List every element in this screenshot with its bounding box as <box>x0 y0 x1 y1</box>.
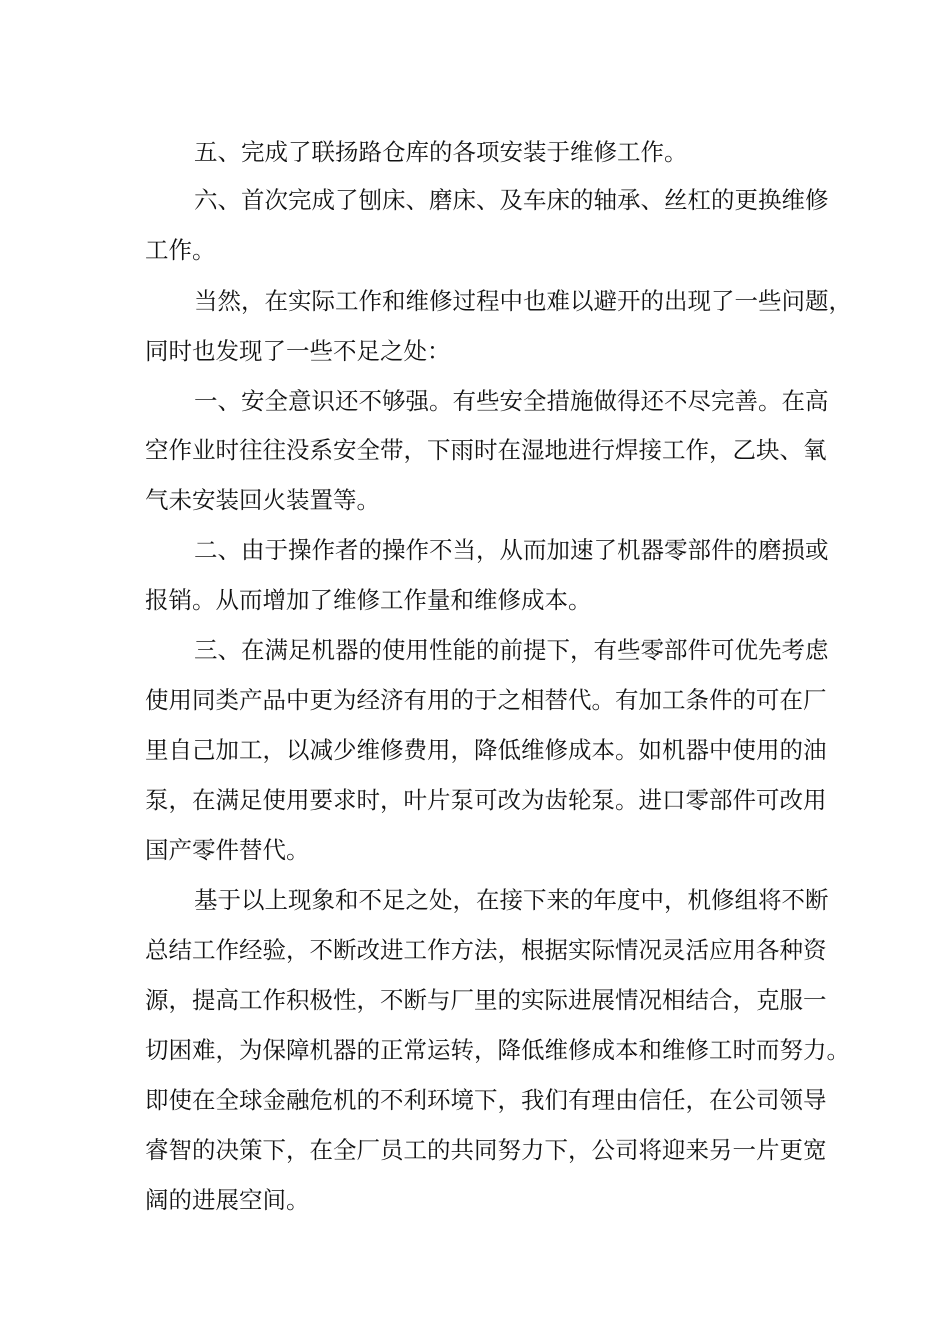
text-line-14: 泵，在满足使用要求时，叶片泵可改为齿轮泵。进口零部件可改用 <box>145 786 827 814</box>
text-line-5: 同时也发现了一些不足之处： <box>145 337 451 365</box>
text-line-18: 源，提高工作积极性，不断与厂里的实际进展情况相结合，克服一 <box>145 986 827 1014</box>
text-line-8: 气未安装回火装置等。 <box>145 486 380 514</box>
text-line-12: 使用同类产品中更为经济有用的于之相替代。有加工条件的可在厂 <box>145 686 827 714</box>
text-line-3: 工作。 <box>145 236 216 264</box>
text-line-21: 睿智的决策下，在全厂员工的共同努力下，公司将迎来另一片更宽 <box>145 1136 827 1164</box>
text-line-22: 阔的进展空间。 <box>145 1186 310 1214</box>
text-line-7: 空作业时往往没系安全带，下雨时在湿地进行焊接工作，乙块、氧 <box>145 436 827 464</box>
text-line-1: 五、完成了联扬路仓库的各项安装于维修工作。 <box>194 138 688 166</box>
text-line-15: 国产零件替代。 <box>145 836 310 864</box>
text-line-6: 一、安全意识还不够强。有些安全措施做得还不尽完善。在高 <box>194 387 829 415</box>
text-line-13: 里自己加工，以减少维修费用，降低维修成本。如机器中使用的油 <box>145 736 827 764</box>
text-line-17: 总结工作经验，不断改进工作方法，根据实际情况灵活应用各种资 <box>145 936 827 964</box>
text-line-19: 切困难，为保障机器的正常运转，降低维修成本和维修工时而努力。 <box>145 1036 850 1064</box>
text-line-4: 当然，在实际工作和维修过程中也难以避开的出现了一些问题， <box>194 287 852 315</box>
text-line-2: 六、首次完成了刨床、磨床、及车床的轴承、丝杠的更换维修 <box>194 186 829 214</box>
text-line-16: 基于以上现象和不足之处，在接下来的年度中，机修组将不断 <box>194 886 829 914</box>
text-line-9: 二、由于操作者的操作不当，从而加速了机器零部件的磨损或 <box>194 536 829 564</box>
text-line-10: 报销。从而增加了维修工作量和维修成本。 <box>145 586 592 614</box>
text-line-11: 三、在满足机器的使用性能的前提下，有些零部件可优先考虑 <box>194 636 829 664</box>
text-line-20: 即使在全球金融危机的不利环境下，我们有理由信任，在公司领导 <box>145 1086 827 1114</box>
